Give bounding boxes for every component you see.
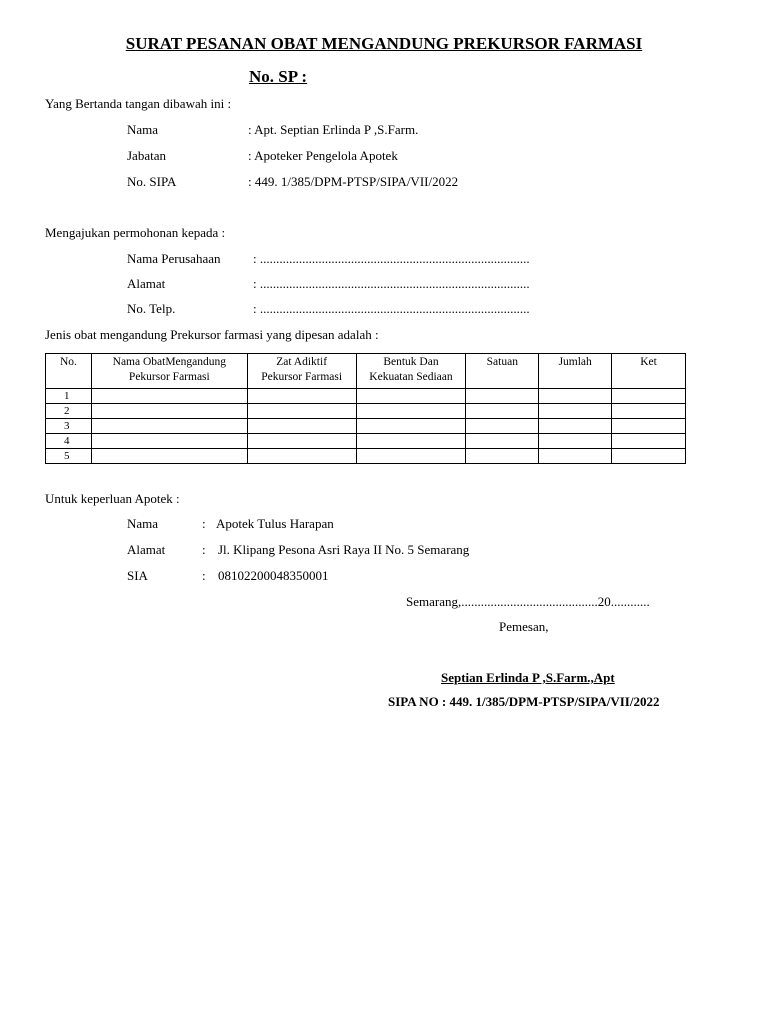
signer-role: Pemesan, (499, 619, 549, 634)
table-cell[interactable] (539, 389, 612, 404)
table-cell[interactable] (539, 419, 612, 434)
field-label: Alamat (127, 276, 166, 291)
field-value: : ................................................................................... (253, 276, 530, 291)
field-label: No. Telp. (127, 301, 176, 316)
table-cell[interactable] (91, 419, 247, 434)
table-cell[interactable] (247, 434, 356, 449)
field-value: : Apt. Septian Erlinda P ,S.Farm. (248, 122, 419, 137)
row-number: 4 (46, 434, 92, 449)
header-addictive-substance: Zat Adiktif Pekursor Farmasi (247, 354, 356, 389)
field-value: Apotek Tulus Harapan (216, 516, 334, 531)
table-row (46, 404, 686, 419)
field-value: : Apoteker Pengelola Apotek (248, 148, 398, 163)
header-dosage-form: Bentuk Dan Kekuatan Sediaan (356, 354, 466, 389)
field-label: Nama (127, 122, 159, 137)
table-row (46, 389, 686, 404)
document-title: SURAT PESANAN OBAT MENGANDUNG PREKURSOR FARMASI (125, 34, 643, 53)
row-number: 5 (46, 449, 92, 464)
field-colon: : (202, 542, 206, 557)
table-cell[interactable] (247, 389, 356, 404)
field-label: No. SIPA (127, 174, 177, 189)
field-colon: : (202, 516, 206, 531)
header-quantity: Jumlah (539, 354, 612, 389)
row-number: 2 (46, 404, 92, 419)
signer-sipa: SIPA NO : 449. 1/385/DPM-PTSP/SIPA/VII/2022 (388, 694, 660, 709)
table-cell[interactable] (466, 419, 539, 434)
field-label: Nama (127, 516, 159, 531)
field-value: 08102200048350001 (218, 568, 329, 583)
table-cell[interactable] (539, 449, 612, 464)
field-colon: : (202, 568, 206, 583)
field-label: SIA (127, 568, 148, 583)
pharmacy-intro: Untuk keperluan Apotek : (45, 491, 180, 506)
header-no: No. (46, 354, 92, 389)
place-date-line: Semarang,..........................................20............ (406, 594, 650, 609)
table-cell[interactable] (91, 449, 247, 464)
field-value: : 449. 1/385/DPM-PTSP/SIPA/VII/2022 (248, 174, 459, 189)
field-value: Jl. Klipang Pesona Asri Raya II No. 5 Semarang (218, 542, 470, 557)
field-label: Nama Perusahaan (127, 251, 221, 266)
order-table-intro: Jenis obat mengandung Prekursor farmasi yang dipesan adalah : (45, 327, 379, 342)
table-row (46, 449, 686, 464)
table-cell[interactable] (356, 434, 466, 449)
header-notes: Ket (612, 354, 686, 389)
table-cell[interactable] (91, 404, 247, 419)
table-header-row (46, 354, 686, 389)
table-cell[interactable] (539, 404, 612, 419)
field-label: Alamat (127, 542, 166, 557)
table-cell[interactable] (356, 404, 466, 419)
field-value: : ................................................................................... (253, 301, 530, 316)
table-cell[interactable] (247, 404, 356, 419)
table-row (46, 434, 686, 449)
header-unit: Satuan (466, 354, 539, 389)
table-cell[interactable] (466, 434, 539, 449)
table-cell[interactable] (612, 419, 686, 434)
table-cell[interactable] (539, 434, 612, 449)
table-cell[interactable] (466, 449, 539, 464)
table-cell[interactable] (247, 419, 356, 434)
table-cell[interactable] (466, 389, 539, 404)
table-row (46, 419, 686, 434)
sp-number: No. SP : (249, 67, 308, 86)
header-drug-name: Nama ObatMengandung Pekursor Farmasi (91, 354, 247, 389)
table-cell[interactable] (612, 434, 686, 449)
table-cell[interactable] (612, 449, 686, 464)
table-cell[interactable] (612, 404, 686, 419)
request-intro: Mengajukan permohonan kepada : (45, 225, 226, 240)
table-cell[interactable] (91, 434, 247, 449)
table-cell[interactable] (91, 389, 247, 404)
table-cell[interactable] (356, 389, 466, 404)
row-number: 3 (46, 419, 92, 434)
table-cell[interactable] (612, 389, 686, 404)
table-cell[interactable] (356, 419, 466, 434)
table-cell[interactable] (466, 404, 539, 419)
row-number: 1 (46, 389, 92, 404)
field-value: : ................................................................................... (253, 251, 530, 266)
table-cell[interactable] (247, 449, 356, 464)
field-label: Jabatan (127, 148, 166, 163)
order-table (45, 353, 686, 464)
signatory-intro: Yang Bertanda tangan dibawah ini : (45, 96, 232, 111)
signer-name: Septian Erlinda P ,S.Farm.,Apt (441, 670, 615, 685)
table-cell[interactable] (356, 449, 466, 464)
